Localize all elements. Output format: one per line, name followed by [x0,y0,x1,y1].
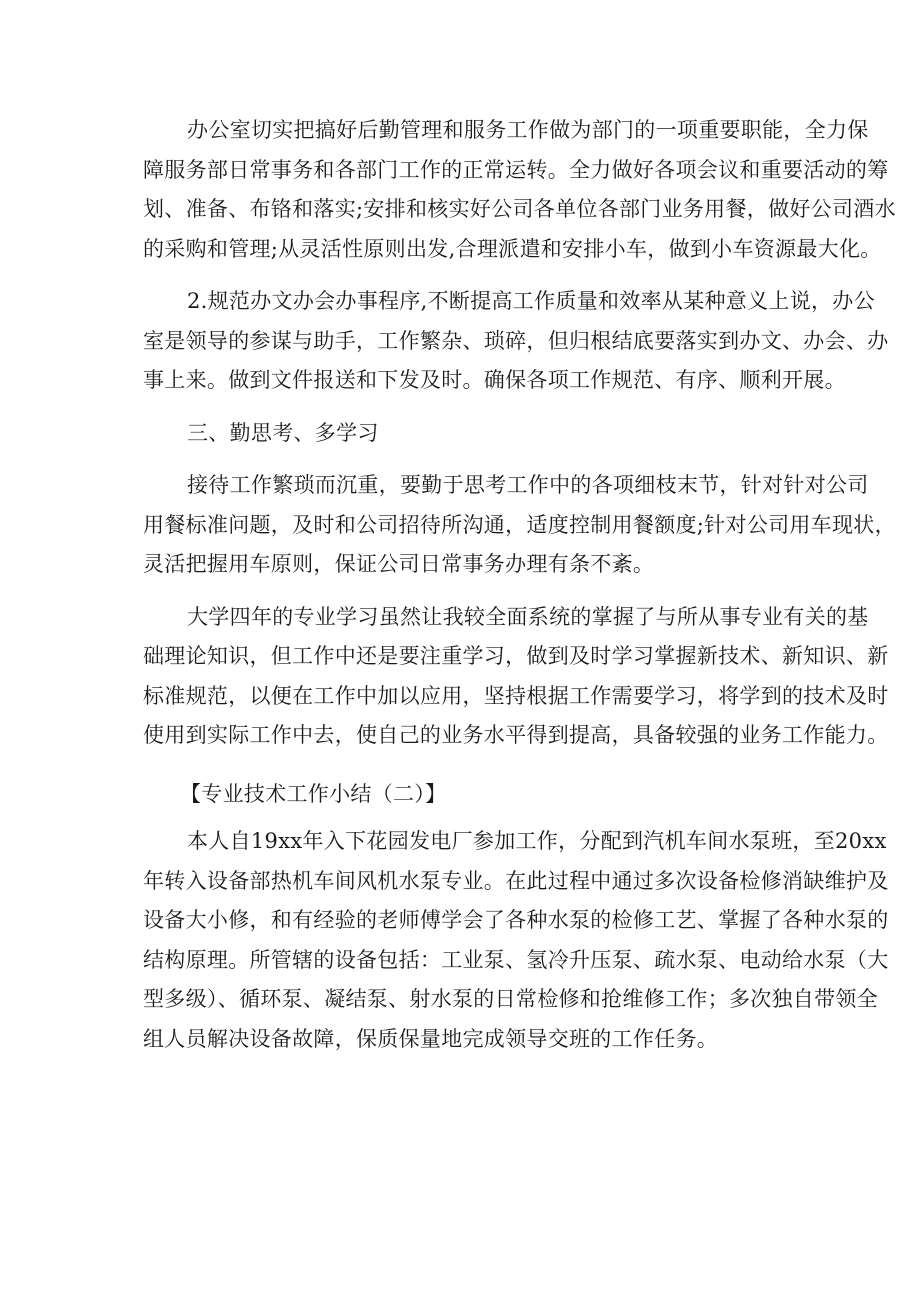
text-line: 的采购和管理;从灵活性原则出发,合理派遣和安排小车，做到小车资源最大化。 [143,236,882,261]
text-line: 办公室切实把搞好后勤管理和服务工作做为部门的一项重要职能，全力保 [187,118,869,142]
text-line: 室是领导的参谋与助手，工作繁杂、琐碎，但归根结底要落实到办文、办会、办 [143,328,889,353]
text-line: 本人自19xx年入下花园发电厂参加工作，分配到汽机车间水泵班，至20xx [187,829,887,853]
paragraph-study [143,598,889,756]
paragraph-logistics [143,111,896,269]
text-line: 灵活把握用车原则，保证公司日常事务办理有条不紊。 [143,552,655,576]
text-line: 年转入设备部热机车间风机水泵专业。在此过程中通过多次设备检修消缺维护及 [143,868,889,893]
text-line: 标准规范，以便在工作中加以应用，坚持根据工作需要学习，将学到的技术及时 [143,683,889,708]
text-line: 结构原理。所管辖的设备包括：工业泵、氢冷升压泵、疏水泵、电动给水泵（大 [143,947,889,972]
text-line: 使用到实际工作中去，使自己的业务水平得到提高，具备较强的业务工作能力。 [143,723,889,747]
text-line: 2.规范办文办会办事程序,不断提高工作质量和效率从某种意义上说，办公 [187,289,875,313]
paragraph-procedures [143,282,889,401]
paragraph-reception [143,466,896,585]
document-body [143,111,896,1059]
title-text: 【专业技术工作小结（二）】 [180,781,447,806]
text-line: 组人员解决设备故障，保质保量地完成领导交班的工作任务。 [143,1026,719,1051]
text-line: 设备大小修，和有经验的老师傅学会了各种水泵的检修工艺、掌握了各种水泵的 [143,908,889,932]
text-line: 用餐标准问题，及时和公司招待所沟通，适度控制用餐额度;针对公司用车现状， [143,512,896,537]
paragraph-career [143,822,889,1059]
text-line: 型多级）、循环泵、凝结泵、射水泵的日常检修和抢维修工作；多次独自带领全 [143,987,878,1011]
text-line: 事上来。做到文件报送和下发及时。确保各项工作规范、有序、顺利开展。 [143,368,846,392]
text-line: 障服务部日常事务和各部门工作的正常运转。全力做好各项会议和重要活动的筹 [143,157,889,182]
heading-text: 三、勤思考、多学习 [187,420,379,445]
section-title-summary-two [143,775,797,815]
text-line: 大学四年的专业学习虽然让我较全面系统的掌握了与所从事专业有关的基 [187,604,869,629]
text-line: 接待工作繁琐而沉重，要勤于思考工作中的各项细枝末节，针对针对公司 [187,473,869,497]
text-line: 划、准备、布铬和落实;安排和核实好公司各单位各部门业务用餐，做好公司酒水 [143,197,896,221]
text-line: 础理论知识，但工作中还是要注重学习，做到及时学习掌握新技术、新知识、新 [143,644,889,668]
section-heading-three [143,414,797,454]
